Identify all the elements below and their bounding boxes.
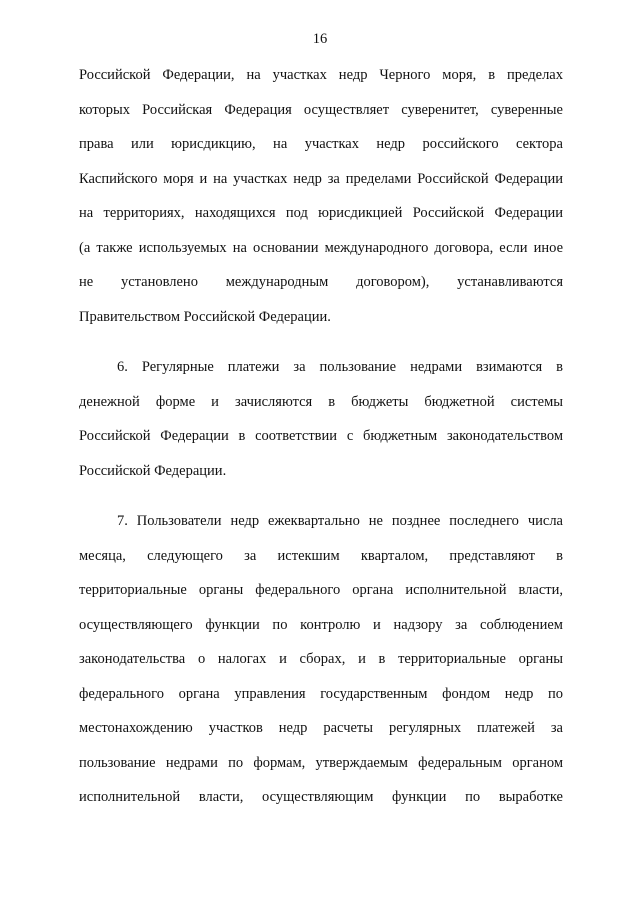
text-line: Российской Федерации в соответствии с бюджетным законодательством (79, 428, 563, 444)
document-body (79, 58, 563, 815)
text-line: Правительством Российской Федерации. (79, 308, 331, 325)
page-number: 16 (312, 31, 328, 47)
text-line: права или юрисдикцию, на участках недр российского сектора (79, 136, 563, 152)
text-line: не установлено международным договором), устанавливаются (79, 274, 563, 290)
text-line: которых Российская Федерация осуществляет суверенитет, суверенные (79, 101, 563, 118)
text-line: территориальные органы федерального органа исполнительной власти, (79, 582, 563, 598)
text-line: денежной форме и зачисляются в бюджеты бюджетной системы (79, 393, 563, 410)
text-line: Каспийского моря и на участках недр за пределами Российской Федерации (79, 170, 563, 187)
text-line: месяца, следующего за истекшим кварталом, представляют в (79, 547, 563, 564)
text-line: (а также используемых на основании международного договора, если иное (79, 239, 563, 256)
text-line: федерального органа управления государственным фондом недр по (79, 685, 563, 702)
paragraph-gap (79, 488, 563, 504)
text-line: исполнительной власти, осуществляющим функции по выработке (79, 789, 563, 805)
text-line: 6. Регулярные платежи за пользование недрами взимаются в (117, 359, 563, 375)
paragraph-gap (79, 334, 563, 350)
text-line: осуществляющего функции по контролю и надзору за соблюдением (79, 616, 563, 633)
text-line: местонахождению участков недр расчеты регулярных платежей за (79, 720, 563, 736)
text-line: законодательства о налогах и сборах, и в территориальные органы (79, 651, 563, 667)
text-line: Российской Федерации. (79, 462, 227, 479)
text-line: пользование недрами по формам, утверждаемым федеральным органом (79, 754, 563, 771)
text-line: на территориях, находящихся под юрисдикцией Российской Федерации (79, 205, 563, 221)
text-line: 7. Пользователи недр ежеквартально не позднее последнего числа (117, 513, 563, 529)
text-line: Российской Федерации, на участках недр Черного моря, в пределах (79, 67, 563, 83)
